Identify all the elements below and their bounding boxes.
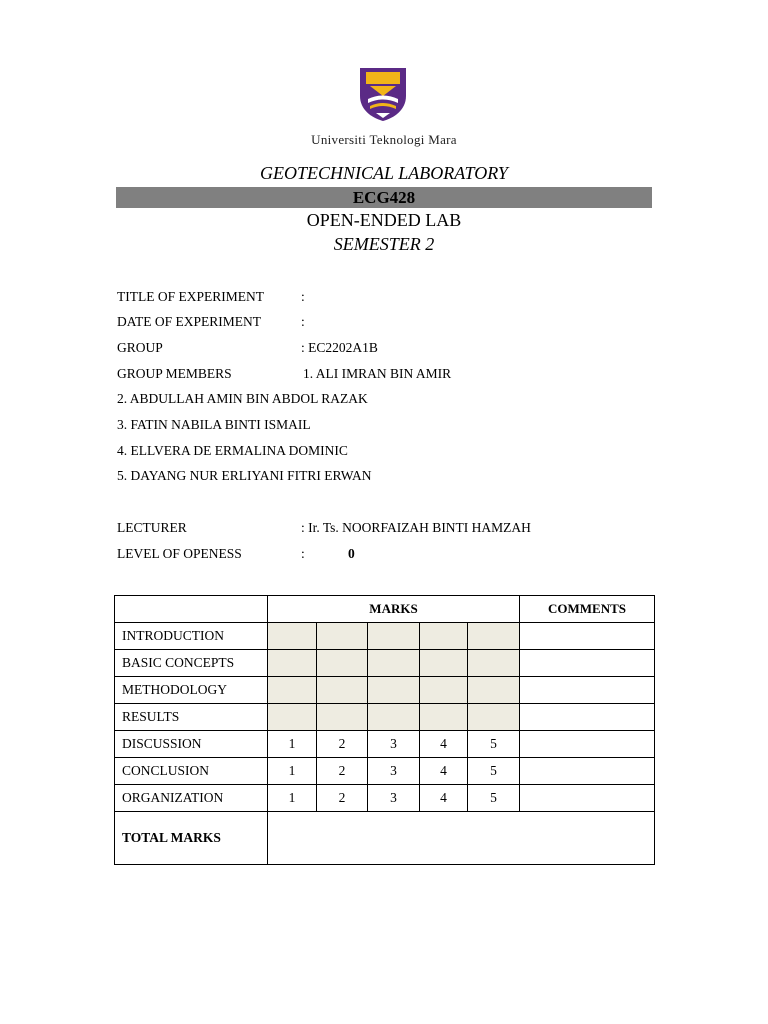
mark-cell: 2 [317,758,368,785]
mark-cell: 4 [420,785,468,812]
mark-cell: 4 [420,731,468,758]
mark-cell: 2 [317,731,368,758]
mark-cell: 5 [468,731,520,758]
uitm-logo [358,66,408,122]
mark-cell: 5 [468,758,520,785]
member-2: 2. ABDULLAH AMIN BIN ABDOL RAZAK [117,391,368,406]
criterion-label: METHODOLOGY [115,677,268,704]
comments-header: COMMENTS [520,596,655,623]
comment-cell [520,785,655,812]
date-label: DATE OF EXPERIMENT [117,314,261,329]
mark-cell: 1 [268,758,317,785]
comment-cell [520,650,655,677]
mark-cell: 3 [368,758,420,785]
mark-cell [317,623,368,650]
criterion-label: CONCLUSION [115,758,268,785]
mark-cell [268,704,317,731]
lab-type: OPEN-ENDED LAB [306,210,462,230]
mark-cell [468,677,520,704]
grading-table [114,595,655,865]
title-value: : [301,289,305,304]
comment-cell [520,704,655,731]
mark-cell [368,623,420,650]
mark-cell [268,650,317,677]
table-header-row [115,596,655,623]
comment-cell [520,677,655,704]
table-row [115,704,655,731]
member-5: 5. DAYANG NUR ERLIYANI FITRI ERWAN [117,468,372,483]
mark-cell [420,623,468,650]
mark-cell [468,650,520,677]
table-row [115,758,655,785]
criterion-label: DISCUSSION [115,731,268,758]
lab-title: GEOTECHNICAL LABORATORY [260,163,508,183]
mark-cell [368,704,420,731]
openess-value: 0 [348,546,355,561]
table-row [115,623,655,650]
mark-cell [368,650,420,677]
mark-cell: 1 [268,731,317,758]
openess-colon: : [301,546,305,561]
total-marks-cell [268,812,655,865]
header-blank [115,596,268,623]
criterion-label: RESULTS [115,704,268,731]
comment-cell [520,758,655,785]
member-3: 3. FATIN NABILA BINTI ISMAIL [117,417,311,432]
mark-cell [420,677,468,704]
university-name: Universiti Teknologi Mara [311,132,457,147]
mark-cell: 3 [368,785,420,812]
member-4: 4. ELLVERA DE ERMALINA DOMINIC [117,443,348,458]
mark-cell: 3 [368,731,420,758]
mark-cell [368,677,420,704]
mark-cell: 2 [317,785,368,812]
mark-cell [420,650,468,677]
mark-cell: 5 [468,785,520,812]
total-row [115,812,655,865]
date-value: : [301,314,305,329]
lecturer-label: LECTURER [117,520,187,535]
mark-cell [317,677,368,704]
semester: SEMESTER 2 [333,234,435,254]
criterion-label: INTRODUCTION [115,623,268,650]
mark-cell [268,677,317,704]
mark-cell [317,704,368,731]
mark-cell: 4 [420,758,468,785]
mark-cell [268,623,317,650]
lecturer-value: : Ir. Ts. NOORFAIZAH BINTI HAMZAH [301,520,531,535]
members-label: GROUP MEMBERS [117,366,232,381]
table-row [115,731,655,758]
title-label: TITLE OF EXPERIMENT [117,289,264,304]
table-row [115,650,655,677]
total-marks-label: TOTAL MARKS [115,812,268,865]
mark-cell [420,704,468,731]
criterion-label: BASIC CONCEPTS [115,650,268,677]
comment-cell [520,623,655,650]
course-code: ECG428 [352,188,416,207]
marks-header: MARKS [268,596,520,623]
member-1: 1. ALI IMRAN BIN AMIR [303,366,452,381]
openess-label: LEVEL OF OPENESS [117,546,242,561]
mark-cell [317,650,368,677]
table-row [115,677,655,704]
mark-cell [468,623,520,650]
mark-cell [468,704,520,731]
comment-cell [520,731,655,758]
group-label: GROUP [117,340,163,355]
table-row [115,785,655,812]
mark-cell: 1 [268,785,317,812]
group-value: : EC2202A1B [301,340,378,355]
criterion-label: ORGANIZATION [115,785,268,812]
